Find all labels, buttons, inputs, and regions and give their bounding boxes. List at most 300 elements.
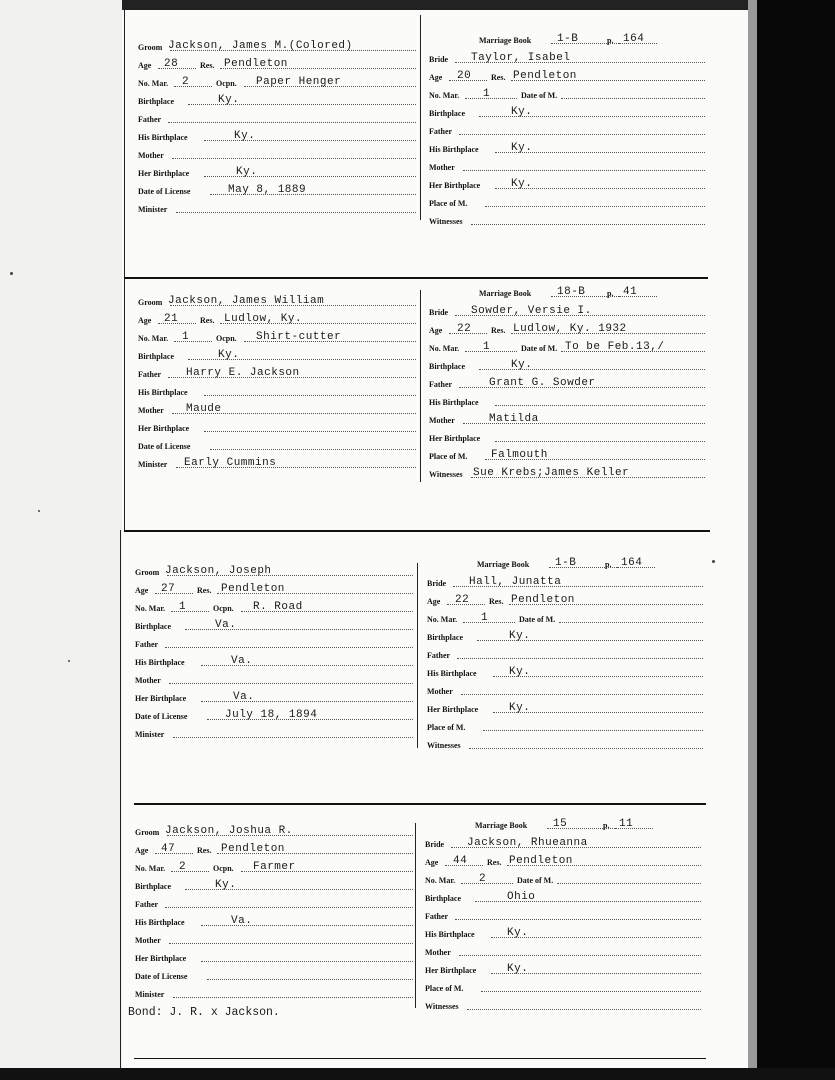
- field-label: Place of M.: [427, 723, 466, 732]
- field-label: Res.: [197, 846, 212, 855]
- field-row-father: [138, 109, 416, 126]
- field-label: No. Mar.: [427, 615, 458, 624]
- field-row-age: [429, 320, 705, 337]
- field-line: [461, 883, 513, 884]
- field-label: His Birthplace: [427, 669, 477, 678]
- record-column-divider: [417, 563, 418, 748]
- field-label: Age: [135, 846, 149, 855]
- field-row-birthplace: [135, 616, 413, 633]
- field-line: [471, 224, 705, 225]
- field-label: Groom: [135, 568, 160, 577]
- field-value-no-mar: 1: [483, 341, 491, 353]
- field-line: [171, 611, 209, 612]
- field-row-name: [138, 292, 416, 309]
- marriage-book-row: [479, 283, 679, 300]
- field-value-minister: Early Cummins: [184, 457, 277, 469]
- field-label: Place of M.: [425, 984, 464, 993]
- field-label: Bride: [429, 308, 449, 317]
- field-label: Witnesses: [425, 1002, 459, 1011]
- field-value-birthplace: Ky.: [511, 359, 533, 371]
- field-label: Birthplace: [138, 97, 174, 106]
- field-label: No. Mar.: [425, 876, 456, 885]
- field-label: Father: [427, 651, 451, 660]
- field-label: Minister: [138, 205, 168, 214]
- field-value-birthplace: Ky.: [218, 94, 240, 106]
- field-row-minister: [135, 984, 413, 1001]
- scan-right-border: [757, 0, 835, 1080]
- field-row-birthplace: [429, 356, 705, 373]
- field-label: Witnesses: [429, 470, 463, 479]
- field-value-res: Pendleton: [511, 594, 575, 606]
- field-value-res: Pendleton: [221, 583, 285, 595]
- field-line: [617, 567, 655, 568]
- field-label: Age: [429, 73, 443, 82]
- field-line: [463, 170, 705, 171]
- field-label: Father: [135, 900, 159, 909]
- field-label: Birthplace: [427, 633, 463, 642]
- field-line: [459, 134, 705, 135]
- field-row-birthplace: [138, 91, 416, 108]
- field-value-birthplace: Ky.: [509, 630, 531, 642]
- field-row-name: [425, 834, 701, 851]
- field-label: Minister: [135, 990, 165, 999]
- field-value-her-birthplace: Ky.: [511, 178, 533, 190]
- field-row-mother: [429, 410, 705, 427]
- field-label: Her Birthplace: [425, 966, 477, 975]
- field-value-res: Pendleton: [513, 70, 577, 82]
- field-value-date-of-license: July 18, 1894: [225, 709, 318, 721]
- field-value-witnesses: Sue Krebs;James Keller: [473, 467, 630, 479]
- field-value-ocpn: Shirt-cutter: [256, 331, 342, 343]
- field-line: [481, 991, 701, 992]
- field-line: [176, 212, 416, 213]
- field-label: Age: [425, 858, 439, 867]
- field-row-birthplace: [427, 627, 703, 644]
- field-label: Place of M.: [429, 199, 468, 208]
- field-row-father: [135, 894, 413, 911]
- field-label: Ocpn.: [216, 334, 237, 343]
- scan-top-border: [0, 0, 835, 10]
- field-line: [173, 737, 413, 738]
- field-value-res: Ludlow, Ky.: [224, 313, 303, 325]
- field-row-her-birthplace: [135, 948, 413, 965]
- field-row-name: [135, 562, 413, 579]
- field-value-no-mar: 2: [479, 873, 487, 885]
- field-row-name: [427, 573, 703, 590]
- field-row-his-birthplace: [138, 127, 416, 144]
- field-value-birthplace: Ky.: [511, 106, 533, 118]
- field-value-age: 27: [161, 583, 176, 595]
- field-line: [619, 43, 657, 44]
- marriage-book-page: 164: [623, 33, 645, 45]
- field-line: [171, 871, 209, 872]
- field-row-no-mar: [429, 85, 705, 102]
- field-label: Age: [138, 316, 152, 325]
- field-label: No. Mar.: [135, 864, 166, 873]
- field-value-no-mar: 2: [182, 76, 190, 88]
- field-label: Birthplace: [138, 352, 174, 361]
- field-line: [172, 158, 416, 159]
- field-value-mother: Maude: [186, 403, 222, 415]
- field-value-no-mar: 2: [179, 861, 187, 873]
- field-row-no-mar: [425, 870, 701, 887]
- field-label: Ocpn.: [213, 864, 234, 873]
- field-label: Birthplace: [135, 622, 171, 631]
- field-label: Father: [429, 127, 453, 136]
- field-label: Minister: [135, 730, 165, 739]
- field-row-place-of-m: [427, 717, 703, 734]
- field-row-place-of-m: [425, 978, 701, 995]
- field-line: [483, 730, 703, 731]
- field-row-her-birthplace: [429, 175, 705, 192]
- field-line: [174, 86, 212, 87]
- field-label: Date of License: [135, 712, 188, 721]
- field-label: His Birthplace: [135, 918, 185, 927]
- marriage-book-number: 15: [553, 818, 568, 830]
- field-row-name: [135, 822, 413, 839]
- field-label: Age: [138, 61, 152, 70]
- field-row-age: [427, 591, 703, 608]
- marriage-book-row: [477, 554, 677, 571]
- field-row-name: [138, 37, 416, 54]
- field-value-her-birthplace: Ky.: [236, 166, 258, 178]
- field-row-minister: [138, 454, 416, 471]
- field-row-age: [135, 580, 413, 597]
- field-line: [210, 449, 416, 450]
- field-label: Birthplace: [429, 362, 465, 371]
- field-label: Ocpn.: [213, 604, 234, 613]
- field-row-his-birthplace: [427, 663, 703, 680]
- sheet-left-rule-lower: [120, 530, 121, 1070]
- record-column-divider: [415, 823, 416, 1008]
- field-row-name: [429, 49, 705, 66]
- field-line: [204, 431, 416, 432]
- record-column-divider: [420, 290, 421, 482]
- field-row-no-mar: [427, 609, 703, 626]
- field-row-date-of-license: [135, 706, 413, 723]
- field-value-father: Grant G. Sowder: [489, 377, 596, 389]
- field-line: [168, 122, 416, 123]
- field-row-birthplace: [138, 346, 416, 363]
- field-row-father: [429, 374, 705, 391]
- field-label: Her Birthplace: [138, 424, 190, 433]
- field-row-age: [138, 310, 416, 327]
- field-label: p.: [605, 560, 612, 569]
- field-line: [495, 405, 705, 406]
- field-row-date-of-license: [138, 436, 416, 453]
- field-label: His Birthplace: [135, 658, 185, 667]
- field-label: Res.: [489, 597, 504, 606]
- field-label: Date of License: [138, 442, 191, 451]
- field-line: [557, 883, 701, 884]
- field-value-his-birthplace: Ky.: [511, 142, 533, 154]
- field-label: Marriage Book: [477, 560, 530, 569]
- scan-speck: [712, 560, 715, 563]
- field-line: [201, 961, 413, 962]
- field-label: Birthplace: [425, 894, 461, 903]
- field-label: No. Mar.: [135, 604, 166, 613]
- field-label: Date of M.: [521, 344, 558, 353]
- field-value-ocpn: Farmer: [253, 861, 296, 873]
- field-row-her-birthplace: [138, 418, 416, 435]
- field-label: Bride: [429, 55, 449, 64]
- field-value-ocpn: Paper Henger: [256, 76, 342, 88]
- field-row-age: [425, 852, 701, 869]
- field-line: [495, 441, 705, 442]
- marriage-book-page: 164: [621, 557, 643, 569]
- field-row-her-birthplace: [138, 163, 416, 180]
- field-row-place-of-m: [429, 193, 705, 210]
- field-value-name: Taylor, Isabel: [471, 52, 571, 64]
- field-label: No. Mar.: [429, 344, 460, 353]
- field-value-name: Jackson, James William: [168, 295, 325, 307]
- field-row-his-birthplace: [429, 139, 705, 156]
- field-line: [469, 748, 703, 749]
- field-label: His Birthplace: [138, 133, 188, 142]
- field-row-date-of-license: [138, 181, 416, 198]
- field-label: Minister: [138, 460, 168, 469]
- field-label: Her Birthplace: [429, 181, 481, 190]
- field-row-mother: [138, 145, 416, 162]
- marriage-book-page: 41: [623, 286, 638, 298]
- field-value-date-of-m: To be Feb.13,/: [565, 341, 665, 353]
- field-label: Mother: [135, 676, 161, 685]
- field-label: p.: [603, 821, 610, 830]
- field-label: Mother: [138, 406, 164, 415]
- field-value-no-mar: 1: [483, 88, 491, 100]
- marriage-book-row: [475, 815, 675, 832]
- field-line: [169, 683, 413, 684]
- field-row-his-birthplace: [138, 382, 416, 399]
- field-line: [169, 943, 413, 944]
- field-value-name: Jackson, Rhueanna: [467, 837, 588, 849]
- field-label: Mother: [135, 936, 161, 945]
- field-label: Her Birthplace: [135, 694, 187, 703]
- field-value-age: 47: [161, 843, 176, 855]
- marriage-book-row: [479, 30, 679, 47]
- section-divider: [124, 277, 708, 279]
- field-line: [165, 647, 413, 648]
- field-value-age: 22: [457, 323, 472, 335]
- field-line: [207, 979, 413, 980]
- field-label: Age: [427, 597, 441, 606]
- field-label: Age: [429, 326, 443, 335]
- field-value-father: Harry E. Jackson: [186, 367, 300, 379]
- field-value-no-mar: 1: [179, 601, 187, 613]
- field-value-birthplace: Ohio: [507, 891, 536, 903]
- field-label: Father: [138, 370, 162, 379]
- field-row-no-mar: [135, 598, 413, 615]
- field-label: p.: [607, 36, 614, 45]
- field-line: [457, 658, 703, 659]
- section-divider: [134, 803, 706, 805]
- field-label: Her Birthplace: [135, 954, 187, 963]
- field-row-father: [425, 906, 701, 923]
- field-value-date-of-license: May 8, 1889: [228, 184, 307, 196]
- field-value-no-mar: 1: [481, 612, 489, 624]
- field-label: His Birthplace: [138, 388, 188, 397]
- field-label: Her Birthplace: [429, 434, 481, 443]
- field-line: [165, 907, 413, 908]
- field-value-her-birthplace: Ky.: [507, 963, 529, 975]
- field-value-name: Hall, Junatta: [469, 576, 562, 588]
- field-value-ocpn: R. Road: [253, 601, 303, 613]
- field-label: Groom: [135, 828, 160, 837]
- field-label: Groom: [138, 43, 163, 52]
- field-label: p.: [607, 289, 614, 298]
- field-row-name: [429, 302, 705, 319]
- field-label: His Birthplace: [425, 930, 475, 939]
- marriage-book-number: 1-B: [557, 33, 579, 45]
- field-label: Date of M.: [521, 91, 558, 100]
- field-label: Ocpn.: [216, 79, 237, 88]
- field-label: Witnesses: [427, 741, 461, 750]
- field-label: Res.: [200, 61, 215, 70]
- scan-speck: [38, 510, 40, 512]
- field-line: [559, 622, 703, 623]
- field-label: Birthplace: [429, 109, 465, 118]
- field-row-his-birthplace: [135, 912, 413, 929]
- field-label: Marriage Book: [475, 821, 528, 830]
- field-value-mother: Matilda: [489, 413, 539, 425]
- field-label: Res.: [491, 326, 506, 335]
- field-row-witnesses: [429, 464, 705, 481]
- field-label: Place of M.: [429, 452, 468, 461]
- field-row-mother: [135, 930, 413, 947]
- field-line: [174, 341, 212, 342]
- field-value-name: Jackson, Joshua R.: [165, 825, 293, 837]
- field-label: Marriage Book: [479, 289, 532, 298]
- field-value-res: Pendleton: [224, 58, 288, 70]
- field-row-mother: [135, 670, 413, 687]
- field-value-age: 44: [453, 855, 468, 867]
- field-value-birthplace: Ky.: [218, 349, 240, 361]
- field-label: No. Mar.: [138, 79, 169, 88]
- field-label: Res.: [487, 858, 502, 867]
- field-label: Groom: [138, 298, 163, 307]
- sheet-left-rule: [124, 10, 125, 530]
- marriage-book-number: 18-B: [557, 286, 586, 298]
- field-label: Birthplace: [135, 882, 171, 891]
- field-label: Father: [425, 912, 449, 921]
- field-label: Age: [135, 586, 149, 595]
- field-row-no-mar: [429, 338, 705, 355]
- field-row-date-of-license: [135, 966, 413, 983]
- field-row-age: [135, 840, 413, 857]
- field-value-place-of-m: Falmouth: [491, 449, 548, 461]
- section-divider: [134, 1058, 706, 1059]
- field-value-her-birthplace: Ky.: [509, 702, 531, 714]
- field-value-res: Pendleton: [221, 843, 285, 855]
- field-row-mother: [427, 681, 703, 698]
- field-label: Mother: [429, 416, 455, 425]
- field-line: [463, 622, 515, 623]
- field-row-no-mar: [135, 858, 413, 875]
- field-value-her-birthplace: Va.: [233, 691, 255, 703]
- field-label: Date of M.: [519, 615, 556, 624]
- field-value-name: Sowder, Versie I.: [471, 305, 592, 317]
- field-row-minister: [138, 199, 416, 216]
- field-row-no-mar: [138, 73, 416, 90]
- field-label: Bride: [425, 840, 445, 849]
- field-label: Father: [135, 640, 159, 649]
- field-row-birthplace: [135, 876, 413, 893]
- field-row-minister: [135, 724, 413, 741]
- field-label: Mother: [138, 151, 164, 160]
- field-line: [465, 351, 517, 352]
- field-value-birthplace: Va.: [215, 619, 237, 631]
- field-row-no-mar: [138, 328, 416, 345]
- field-label: Date of License: [135, 972, 188, 981]
- bond-note: Bond: J. R. x Jackson.: [128, 1006, 280, 1019]
- field-value-his-birthplace: Ky.: [234, 130, 256, 142]
- field-line: [561, 98, 705, 99]
- field-label: Res.: [200, 316, 215, 325]
- scan-bottom-border: [0, 1068, 835, 1080]
- field-value-age: 21: [164, 313, 179, 325]
- field-line: [459, 955, 701, 956]
- field-row-father: [427, 645, 703, 662]
- field-line: [461, 694, 703, 695]
- field-row-father: [135, 634, 413, 651]
- field-label: Res.: [491, 73, 506, 82]
- record-column-divider: [420, 15, 421, 220]
- field-row-age: [138, 55, 416, 72]
- field-label: Date of M.: [517, 876, 554, 885]
- field-label: Witnesses: [429, 217, 463, 226]
- field-label: Date of License: [138, 187, 191, 196]
- field-value-age: 20: [457, 70, 472, 82]
- field-label: Father: [429, 380, 453, 389]
- marriage-book-page: 11: [619, 818, 634, 830]
- scan-speck: [10, 272, 13, 275]
- field-value-birthplace: Ky.: [215, 879, 237, 891]
- scan-left-margin: [0, 0, 122, 1080]
- field-value-his-birthplace: Ky.: [509, 666, 531, 678]
- field-line: [619, 296, 657, 297]
- field-row-witnesses: [429, 211, 705, 228]
- field-row-her-birthplace: [427, 699, 703, 716]
- field-label: Marriage Book: [479, 36, 532, 45]
- field-row-mother: [425, 942, 701, 959]
- field-line: [615, 828, 653, 829]
- field-row-birthplace: [425, 888, 701, 905]
- field-row-her-birthplace: [425, 960, 701, 977]
- field-row-witnesses: [427, 735, 703, 752]
- field-label: Mother: [425, 948, 451, 957]
- field-line: [455, 919, 701, 920]
- field-value-no-mar: 1: [182, 331, 190, 343]
- field-label: Bride: [427, 579, 447, 588]
- field-label: Mother: [427, 687, 453, 696]
- field-label: No. Mar.: [138, 334, 169, 343]
- field-row-age: [429, 67, 705, 84]
- field-label: Her Birthplace: [138, 169, 190, 178]
- field-row-his-birthplace: [135, 652, 413, 669]
- marriage-book-number: 1-B: [555, 557, 577, 569]
- field-line: [465, 98, 517, 99]
- field-value-res: Ludlow, Ky. 1932: [513, 323, 627, 335]
- field-value-his-birthplace: Va.: [231, 655, 253, 667]
- field-line: [204, 395, 416, 396]
- field-label: Mother: [429, 163, 455, 172]
- field-row-father: [429, 121, 705, 138]
- field-value-res: Pendleton: [509, 855, 573, 867]
- field-label: No. Mar.: [429, 91, 460, 100]
- field-value-age: 22: [455, 594, 470, 606]
- field-row-mother: [429, 157, 705, 174]
- scan-speck: [68, 660, 70, 662]
